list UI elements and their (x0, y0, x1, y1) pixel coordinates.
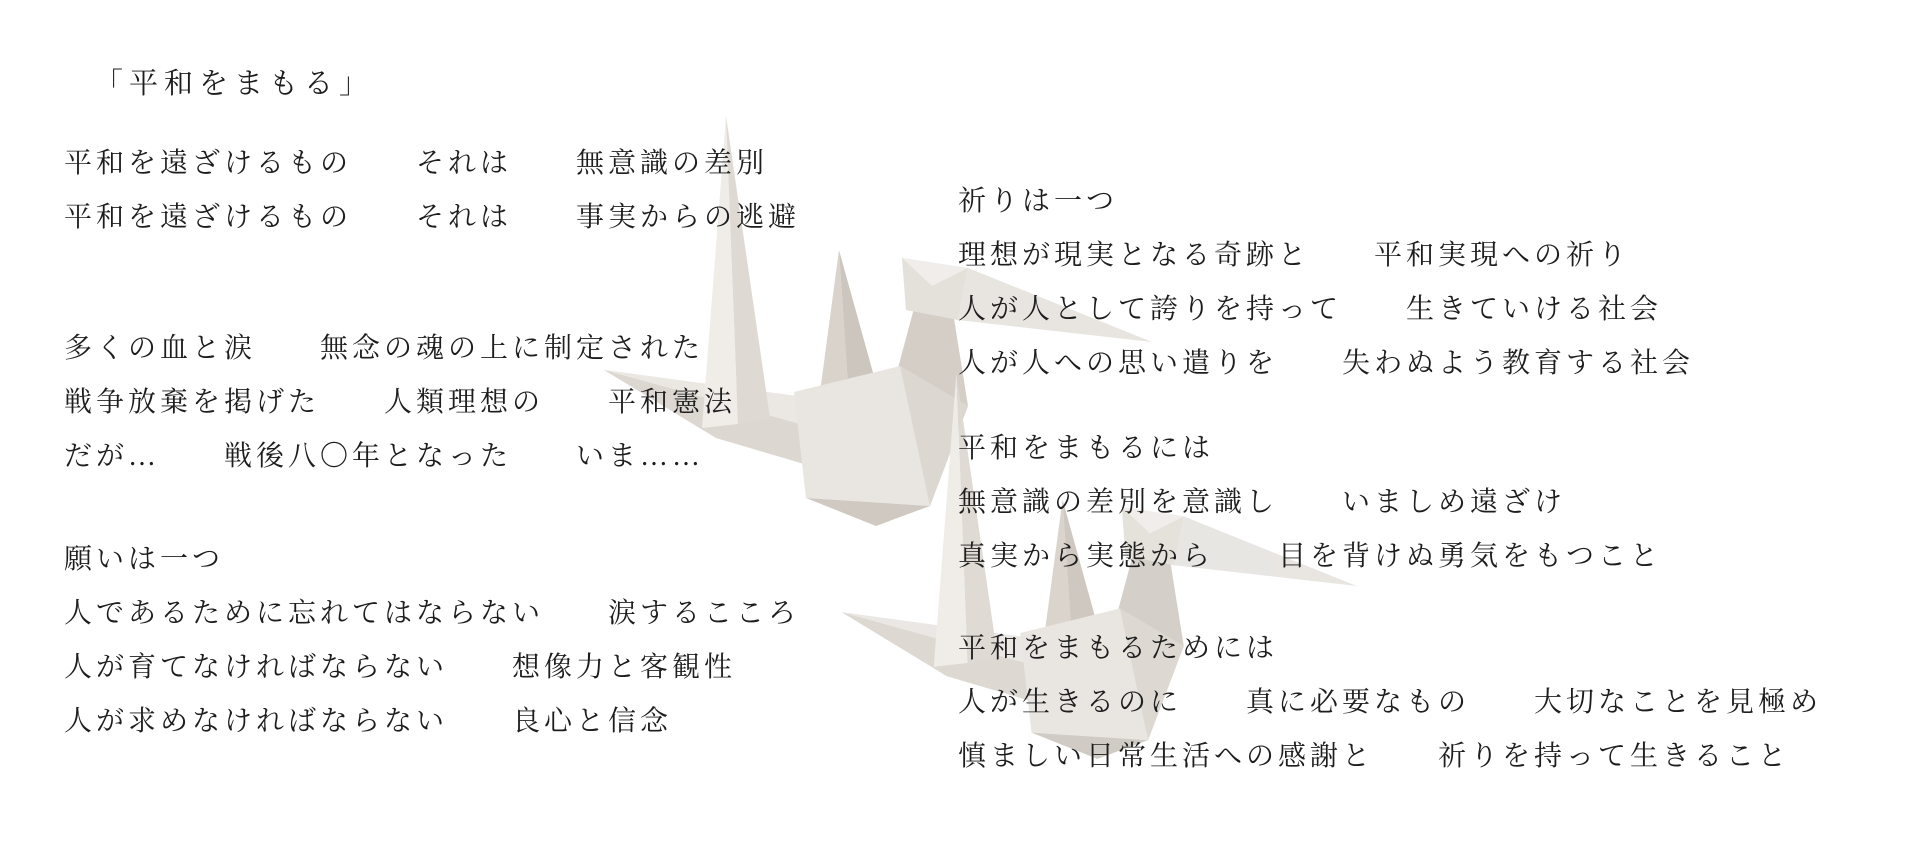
poem-line: 人が人として誇りを持って 生きていける社会 (958, 294, 1663, 325)
poem-line: 無意識の差別を意識し いましめ遠ざけ (958, 487, 1567, 518)
poem-line: 人が人への思い遣りを 失わぬよう教育する社会 (958, 348, 1695, 379)
poem-line: 平和を遠ざけるもの それは 無意識の差別 (64, 148, 769, 179)
poem-line: 人が育てなければならない 想像力と客観性 (64, 652, 737, 683)
poem-line: 理想が現実となる奇跡と 平和実現への祈り (958, 240, 1631, 271)
poem-line: 人が求めなければならない 良心と信念 (64, 706, 673, 737)
right-stanza-1 (958, 175, 1694, 391)
left-stanza-2 (64, 322, 736, 484)
left-stanza-1 (64, 137, 800, 245)
poem-line: 人であるために忘れてはならない 涙するこころ (64, 598, 801, 629)
poem-line: 人が生きるのに 真に必要なもの 大切なことを見極め (958, 687, 1823, 718)
poem-line: 祈りは一つ (958, 186, 1119, 217)
poem-line: 平和を遠ざけるもの それは 事実からの逃避 (64, 202, 801, 233)
poem-line: 平和をまもるには (958, 433, 1215, 464)
poem-line: 真実から実態から 目を背けぬ勇気をもつこと (958, 541, 1663, 572)
poem-line: 多くの血と涙 無念の魂の上に制定された (64, 333, 705, 364)
poem-line: だが… 戦後八〇年となった いま…… (64, 441, 705, 472)
poem-line: 戦争放棄を掲げた 人類理想の 平和憲法 (64, 387, 737, 418)
poem-title: 「平和をまもる」 (94, 68, 375, 100)
right-stanza-3 (958, 622, 1822, 784)
poem-line: 平和をまもるためには (958, 633, 1279, 664)
right-stanza-2 (958, 422, 1662, 584)
poem-line: 慎ましい日常生活への感謝と 祈りを持って生きること (958, 741, 1791, 772)
left-stanza-3 (64, 533, 800, 749)
poem-line: 願いは一つ (64, 544, 225, 575)
